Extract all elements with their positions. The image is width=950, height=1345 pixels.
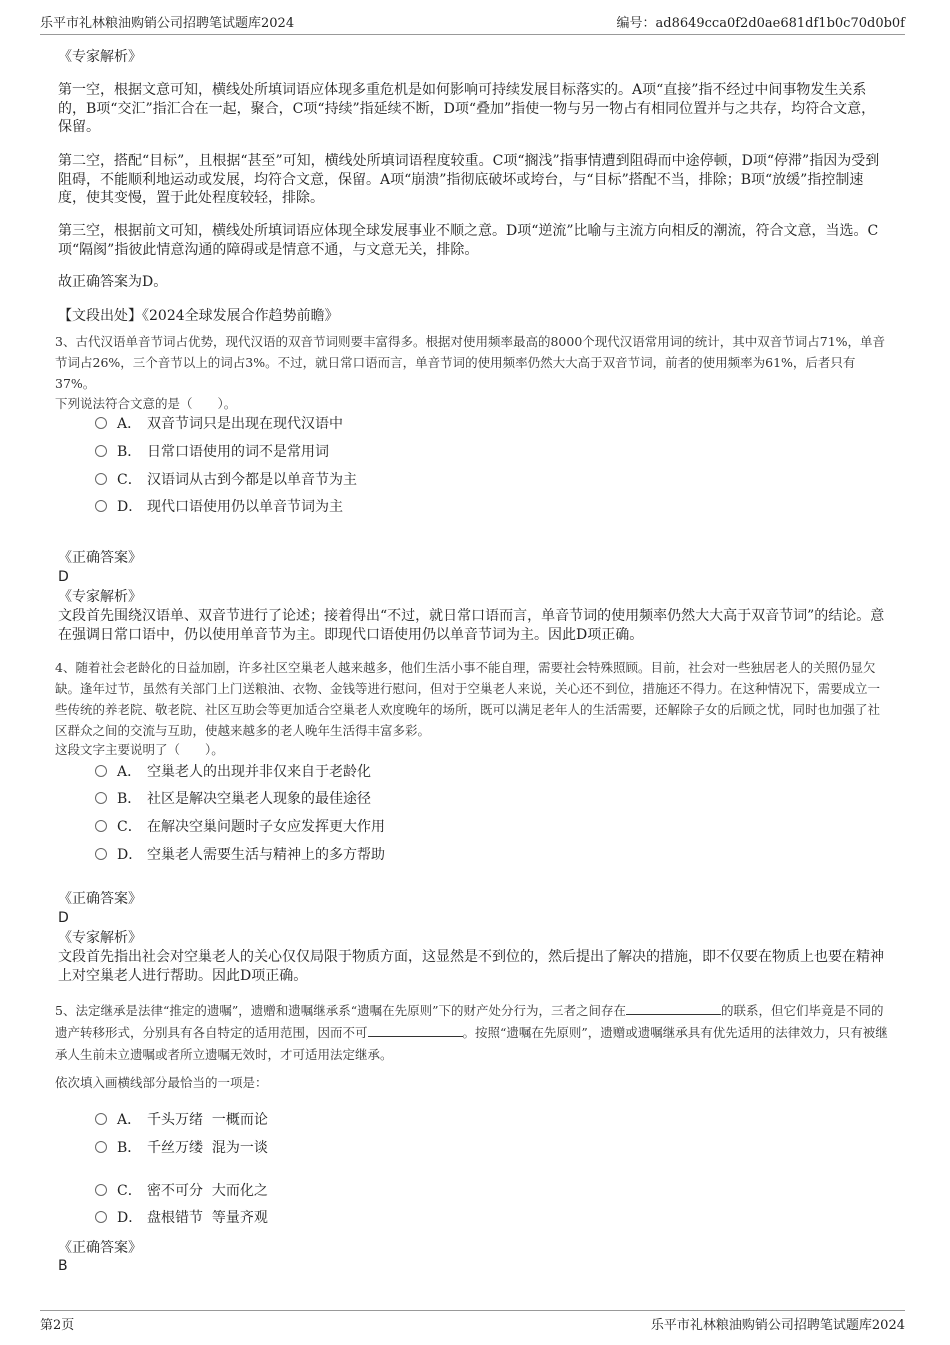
page-header [40,12,905,35]
q3-analysis: 文段首先围绕汉语单、双音节进行了论述；接着得出“不过，就日常口语而言，单音节词的使用频率仍然大大高于双音节词”的结论。意在强调日常口语中，仍以使用单音节为主。即现代口语使用仍以单音节词为主。因此D项正确。 [58,608,885,643]
header-title: 乐平市礼林粮油购销公司招聘笔试题库2024 [40,16,295,31]
analysis-para-2: 第二空，搭配“目标”，且根据“甚至”可知，横线处所填词语程度较重。C项“搁浅”指事情遭到阻碍而中途停顿，D项“停滞”指因为受到阻碍，不能顺利地运动或发展，均符合文意，保留。A项“崩溃”指彻底破坏或垮台，与“目标”搭配不当，排除；B项“放缓”指控制速度，使其变慢，置于此处程度较轻，排除。 [58,153,880,206]
question-3-stem: 3、古代汉语单音节词占优势，现代汉语的双音节词则要丰富得多。根据对使用频率最高的8000个现代汉语常用词的统计，其中双音节词占71%，单音节词占26%，三个音节以上的词占3%。不过，就日常口语而言，单音节词的使用频率仍然大大高于双音节词，前者的使用频率为61%，后者只有37%。 [55,334,886,391]
radio-icon[interactable] [95,500,107,512]
source-citation: 【文段出处】《2024全球发展合作趋势前瞻》 [58,308,339,324]
q4-answer: D [58,910,69,926]
q5-option-d[interactable]: D． 盘根错节 等量齐观 [95,1208,268,1228]
question-5-ask: 依次填入画横线部分最恰当的一项是： [55,1075,268,1090]
q4-option-a[interactable]: A． 空巢老人的出现并非仅来自于老龄化 [95,762,371,782]
q4-option-c[interactable]: C． 在解决空巢问题时子女应发挥更大作用 [95,817,385,837]
q4-answer-label: 《正确答案》 [58,891,142,907]
q4-option-d[interactable]: D． 空巢老人需要生活与精神上的多方帮助 [95,845,385,865]
q5-option-c[interactable]: C． 密不可分 大而化之 [95,1181,268,1201]
analysis-conclusion: 故正确答案为D。 [58,274,168,290]
answer-blank [626,1002,721,1015]
radio-icon[interactable] [95,792,107,804]
question-5-stem: 5、法定继承是法律“推定的遗嘱”，遗赠和遗嘱继承系“遗嘱在先原则”下的财产处分行为，三者之间存在 的联系，但它们毕竟是不同的遗产转移形式，分别具有各自特定的适用范围，因而不可 。按照“遗嘱在先原则”，遗赠或遗嘱继承具有优先适用的法律效力，只有被继承人生前未立遗嘱或者所立遗嘱无效时，才可适用法定继承。 [55,1003,888,1062]
radio-icon[interactable] [95,445,107,457]
q3-option-c[interactable]: C． 汉语词从古到今都是以单音节为主 [95,470,357,490]
expert-analysis-heading: 《专家解析》 [58,49,142,65]
header-serial: 编号：ad8649cca0f2d0ae681df1b0c70d0b0f [616,16,905,31]
radio-icon[interactable] [95,820,107,832]
analysis-para-1: 第一空，根据文意可知，横线处所填词语应体现多重危机是如何影响可持续发展目标落实的。A项“直接”指不经过中间事物发生关系的，B项“交汇”指汇合在一起，聚合，C项“持续”指延续不断，D项“叠加”指使一物与另一物占有相同位置并与之共存，均符合文意，保留。 [58,82,876,135]
q5-answer: B [58,1258,68,1274]
analysis-para-3: 第三空，根据前文可知，横线处所填词语应体现全球发展事业不顺之意。D项“逆流”比喻与主流方向相反的潮流，符合文意，当选。C项“隔阂”指彼此情意沟通的障碍或是情意不通，与文意无关，排除。 [58,223,879,258]
q3-answer: D [58,569,69,585]
q5-option-a[interactable]: A． 千头万绪 一概而论 [95,1110,268,1130]
q3-analysis-label: 《专家解析》 [58,589,142,605]
answer-blank [368,1024,463,1037]
question-4-stem: 4、随着社会老龄化的日益加剧，许多社区空巢老人越来越多，他们生活小事不能自理，需要社会特殊照顾。目前，社会对一些独居老人的关照仍显欠缺。逢年过节，虽然有关部门上门送粮油、衣物、金钱等进行慰问，但对于空巢老人来说，关心还不到位，措施还不得力。在这种情况下，需要成立一些传统的养老院、敬老院、社区互助会等更加适合空巢老人欢度晚年的场所，既可以满足老年人的生活需要，还解除子女的后顾之忧，同时也加强了社区群众之间的交流与互助，使越来越多的老人晚年生活得丰富多彩。 [55,660,881,738]
radio-icon[interactable] [95,417,107,429]
radio-icon[interactable] [95,765,107,777]
radio-icon[interactable] [95,1113,107,1125]
question-4-ask: 这段文字主要说明了（ ）。 [55,742,224,757]
radio-icon[interactable] [95,848,107,860]
page-number: 第2页 [40,1318,75,1333]
q5-answer-label: 《正确答案》 [58,1240,142,1256]
q4-analysis: 文段首先指出社会对空巢老人的关心仅仅局限于物质方面，这显然是不到位的，然后提出了解决的措施，即不仅要在物质上也要在精神上对空巢老人进行帮助。因此D项正确。 [58,949,884,984]
radio-icon[interactable] [95,473,107,485]
radio-icon[interactable] [95,1141,107,1153]
q3-answer-label: 《正确答案》 [58,550,142,566]
q4-analysis-label: 《专家解析》 [58,930,142,946]
footer-title: 乐平市礼林粮油购销公司招聘笔试题库2024 [650,1318,905,1333]
radio-icon[interactable] [95,1184,107,1196]
q5-option-b[interactable]: B． 千丝万缕 混为一谈 [95,1138,268,1158]
q3-option-d[interactable]: D． 现代口语使用仍以单音节词为主 [95,497,343,517]
q4-option-b[interactable]: B． 社区是解决空巢老人现象的最佳途径 [95,789,371,809]
page-footer [40,1310,905,1335]
q3-option-a[interactable]: A． 双音节词只是出现在现代汉语中 [95,414,343,434]
q3-option-b[interactable]: B． 日常口语使用的词不是常用词 [95,442,329,462]
question-3-ask: 下列说法符合文意的是（ ）。 [55,396,237,411]
radio-icon[interactable] [95,1211,107,1223]
